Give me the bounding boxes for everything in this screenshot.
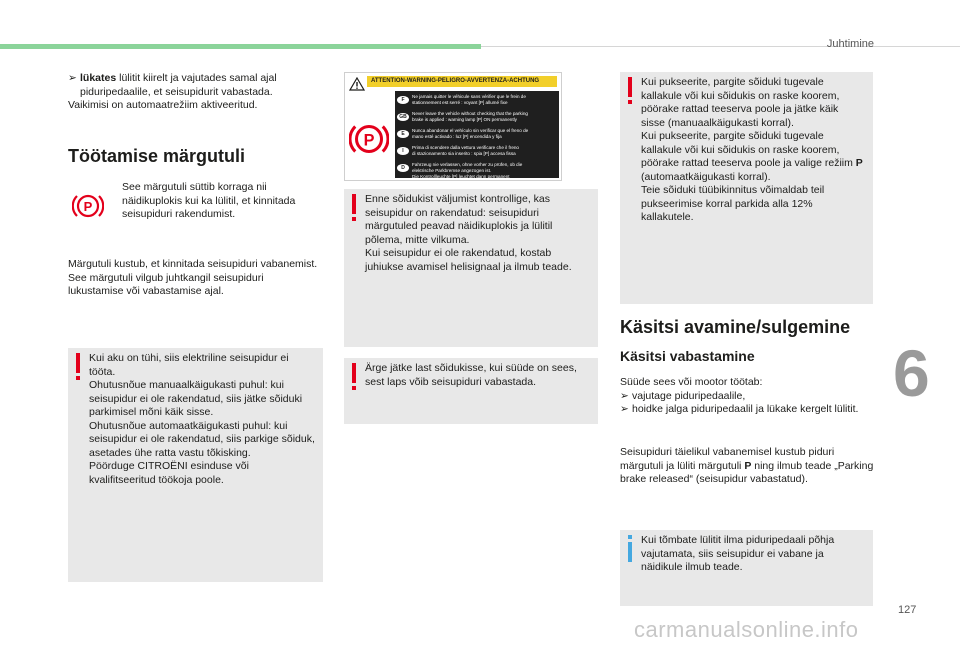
- svg-text:P: P: [83, 199, 93, 214]
- chapter-number: 6: [893, 336, 930, 410]
- parking-brake-icon: [72, 190, 104, 222]
- bullet-arrow-icon: ➢: [620, 389, 629, 402]
- warning-box-towing: Kui pukseerite, pargite sõiduki tugevale kallakule või kui sõidukis on raske koorem, pöörake rattad teeserva poole ja jätke käik sisse (manuaalkäigukasti korral). Kui pukseerite, pargite sõiduki tugevale kallakule või kui sõidukis on raske koorem, pöörake rattad teeserva poole ja valige režiim P (automaatkäigukasti korral). Teie sõiduki tüübikinnitus võimaldab teil pukseerimise korral parkida alla 12% kallakutele.: [620, 72, 873, 304]
- warning-exclamation-icon: [625, 76, 635, 106]
- label-row: I Prima di scendere dalla vettura verificare che il freno di stazionamento sia inserito : spia [P] accesa fissa: [397, 145, 557, 159]
- label-row: E Nunca abandonar el vehículo sin verificar que el freno de mano esté activado : luz [P] encendida y fija: [397, 128, 557, 142]
- parking-brake-icon: [349, 119, 389, 159]
- top-accent-bar: [0, 44, 481, 49]
- parking-brake-warning-label: [344, 72, 562, 181]
- label-row: F Ne jamais quitter le véhicule sans vérifier que le frein de stationnement est serré : voyant [P] allumé fixe: [397, 94, 557, 108]
- warning-box-battery: Kui aku on tühi, siis elektriline seisupidur ei tööta. Ohutusnõue manuaalkäigukasti puhul: kui seisupidur ei ole rakendatud, siis jätke sõiduki parkimisel mõni käik sisse. Ohutusnõue automaatkäigukasti puhul: kui seisupidur ei ole rakendatud, siis parkige sõiduk, asetades ühe ratta vastu tõkisking. Pöörduge CITROËNI esinduse või kvalifitseeritud töökoja poole.: [68, 348, 323, 582]
- section-title: Juhtimine: [826, 38, 874, 50]
- info-box-pedal: Kui tõmbate lülitit ilma piduripedaali põhja vajutamata, siis seisupidur ei vabane ja näidikule ilmub teade.: [620, 530, 873, 606]
- indicator-paragraphs: Märgutuli kustub, et kinnitada seisupiduri vabanemist. See märgutuli vilgub juhtkangil seisupiduri lukustamise või vabastamise ajal.: [68, 258, 318, 297]
- warning-exclamation-icon: [73, 352, 83, 382]
- watermark: carmanualsonline.info: [634, 617, 859, 642]
- warning-box-child: Ärge jätke last sõidukisse, kui süüde on sees, sest laps võib seisupiduri vabastada.: [344, 358, 598, 424]
- bullet-arrow-icon: ➢: [68, 72, 77, 84]
- warning-box-check-brake: Enne sõidukist väljumist kontrollige, kas seisupidur on rakendatud: seisupiduri märgutuled peavad näidikuplokis ja lülitil põlema, mitte vilkuma. Kui seisupidur ei ole rakendatud, kostab juhiukse avamisel helisignaal ja ilmub teade.: [344, 189, 598, 347]
- manual-release-steps: Süüde sees või mootor töötab: ➢ vajutage piduripedaalile, ➢ hoidke jalga piduripedaalil ja lükake kergelt lülitit.: [620, 376, 859, 415]
- svg-text:P: P: [363, 131, 375, 150]
- manual-release-result: Seisupiduri täielikul vabanemisel kustub piduri märgutuli ja lüliti märgutuli P ning ilmub teade „Parking brake released“ (seisupidur vabastatud).: [620, 446, 874, 485]
- label-header: ATTENTION-WARNING-PELIGRO-AVVERTENZA-ACHTUNG: [367, 76, 557, 87]
- warning-exclamation-icon: [349, 362, 359, 392]
- section-heading-manual: Käsitsi avamine/sulgemine: [620, 317, 851, 337]
- intro-text: ➢ lükates lülitit kiirelt ja vajutades samal ajal piduripedaalile, et seisupidurit vabastada. Vaikimisi on automaatrežiim aktiveeritud.: [68, 72, 277, 111]
- indicator-description: See märgutuli süttib korraga nii näidikuplokis kui ka lülitil, et kinnitada seisupiduri rakendumist.: [122, 181, 296, 220]
- label-row: GB Never leave the vehicle without checking that the parking brake is applied : warning lamp [P] ON permanently: [397, 111, 557, 125]
- label-language-rows: [395, 91, 559, 178]
- bullet-arrow-icon: ➢: [620, 403, 629, 415]
- label-row: D Fahrzeug nie verlassen, ohne vorher zu prüfen, ob die elektrische Parkbremse angezogen ist. Die Kontrollleuchte [P] leuchtet dann permanent: [397, 162, 557, 180]
- warning-triangle-icon: [349, 77, 365, 91]
- warning-exclamation-icon: [349, 193, 359, 223]
- page-number: 127: [898, 604, 917, 616]
- subheading-manual-release: Käsitsi vabastamine: [620, 348, 755, 364]
- section-heading-indicator: Töötamise märgutuli: [68, 146, 246, 166]
- top-rule: [481, 46, 960, 47]
- info-icon: [625, 534, 635, 564]
